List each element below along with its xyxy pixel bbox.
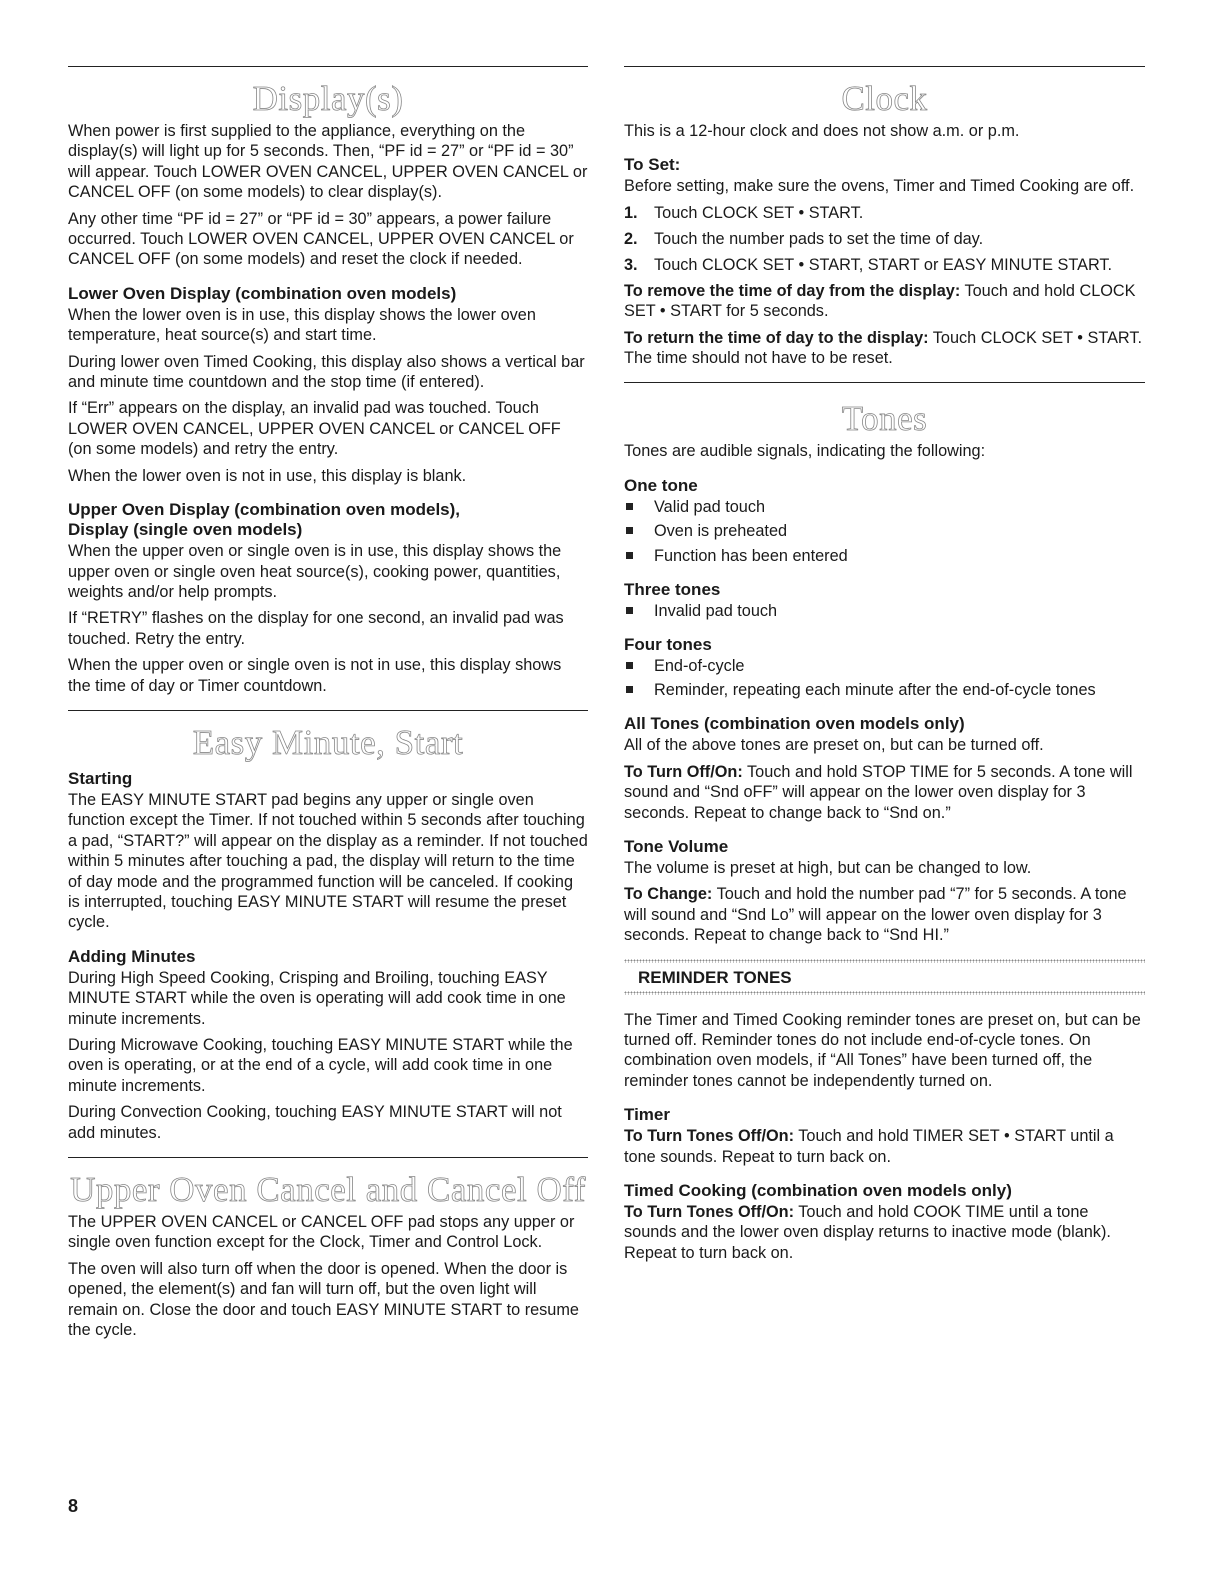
timed-cooking-heading: Timed Cooking (combination oven models only) bbox=[624, 1181, 1012, 1201]
paragraph: The UPPER OVEN CANCEL or CANCEL OFF pad stops any upper or single oven function except for the Clock, Timer and Control Lock. bbox=[68, 1213, 575, 1252]
upper-oven-display-heading: Upper Oven Display (combination oven models), Display (single oven models) bbox=[68, 500, 461, 540]
lower-oven-display-heading: Lower Oven Display (combination oven models) bbox=[68, 283, 457, 303]
list-item: Reminder, repeating each minute after the end-of-cycle tones bbox=[624, 680, 1145, 700]
paragraph: The EASY MINUTE START pad begins any upper or single oven function except the Timer. If not touched within 5 seconds after touching a pad, “START?” will appear on the display as a reminder. If not touched within 5 minutes after touching a pad, the display will return to the time of day mode and the programmed function will be canceled. If cooking is interrupted, touching EASY MINUTE START will resume the preset cycle. bbox=[68, 790, 588, 932]
list-item: Valid pad touch bbox=[624, 497, 1145, 517]
reminder-tones-banner bbox=[624, 959, 1145, 995]
section-rule bbox=[624, 66, 1145, 67]
clock-steps bbox=[624, 203, 1145, 275]
paragraph: Any other time “PF id = 27” or “PF id = 30” appears, a power failure occurred. Touch LOWER OVEN CANCEL, UPPER OVEN CANCEL or CANCEL OFF (on some models) and reset the clock if needed. bbox=[68, 209, 574, 269]
paragraph: When the upper oven or single oven is in use, this display shows the upper oven or single oven heat source(s), cooking power, quantities, weights and/or help prompts. bbox=[68, 542, 562, 601]
list-item: Function has been entered bbox=[624, 546, 1145, 566]
paragraph: If “Err” appears on the display, an invalid pad was touched. Touch LOWER OVEN CANCEL, UPPER OVEN CANCEL or CANCEL OFF (on some models) and retry the entry. bbox=[68, 399, 561, 459]
list-item: End-of-cycle bbox=[624, 656, 1145, 676]
display-section-title: Display(s) bbox=[252, 79, 404, 118]
paragraph: Before setting, make sure the ovens, Timer and Timed Cooking are off. bbox=[624, 177, 1135, 196]
paragraph bbox=[624, 281, 1145, 322]
three-tones-heading: Three tones bbox=[624, 579, 721, 599]
paragraph: The Timer and Timed Cooking reminder tones are preset on, but can be turned off. Reminder tones do not include end-of-cycle tones. On combination oven models, if “All Tones” have been turned off, the reminder tones cannot be independently turned on. bbox=[624, 1010, 1141, 1090]
three-tones-list bbox=[624, 601, 1145, 621]
four-tones-list bbox=[624, 656, 1145, 701]
step-text: Touch the number pads to set the time of day. bbox=[654, 229, 984, 248]
step-number: 2. bbox=[624, 229, 638, 248]
paragraph: During lower oven Timed Cooking, this display also shows a vertical bar and minute time countdown and the stop time (if entered). bbox=[68, 352, 585, 392]
section-rule bbox=[68, 710, 588, 711]
paragraph: During Microwave Cooking, touching EASY MINUTE START while the oven is operating, or at the end of a cycle, will add cook time in one minute increments. bbox=[68, 1036, 573, 1095]
right-column bbox=[624, 66, 1145, 1269]
step-item bbox=[624, 203, 1145, 223]
left-column bbox=[68, 66, 588, 1346]
tones-section-title: Tones bbox=[841, 399, 928, 439]
bold-lead: To Change: bbox=[624, 885, 713, 904]
paragraph bbox=[624, 762, 1145, 823]
paragraph: The oven will also turn off when the door is opened. When the door is opened, the element(s) and fan will turn off, but the oven light will remain on. Close the door and touch EASY MINUTE START to resume the cycle. bbox=[68, 1259, 579, 1340]
text: Touch and hold CLOCK SET • START for 5 seconds. bbox=[624, 281, 1136, 321]
paragraph: This is a 12-hour clock and does not show a.m. or p.m. bbox=[624, 122, 1020, 140]
bold-lead: To Turn Off/On: bbox=[624, 762, 743, 781]
all-tones-heading: All Tones (combination oven models only) bbox=[624, 714, 965, 734]
step-number: 1. bbox=[624, 203, 638, 222]
easy-minute-section-title: Easy Minute, Start bbox=[192, 722, 464, 762]
dotted-rule bbox=[624, 991, 1145, 995]
section-rule bbox=[624, 382, 1145, 383]
paragraph: During Convection Cooking, touching EASY MINUTE START will not add minutes. bbox=[68, 1103, 562, 1142]
section-rule bbox=[68, 1157, 588, 1158]
paragraph bbox=[624, 884, 1145, 945]
bold-lead: To Turn Tones Off/On: bbox=[624, 1203, 795, 1222]
paragraph: Tones are audible signals, indicating the following: bbox=[624, 442, 986, 461]
section-rule bbox=[68, 66, 588, 67]
paragraph: All of the above tones are preset on, but can be turned off. bbox=[624, 736, 1044, 755]
reminder-tones-title: REMINDER TONES bbox=[638, 967, 792, 987]
step-item bbox=[624, 229, 1145, 249]
paragraph: When the lower oven is in use, this display shows the lower oven temperature, heat source(s) and start time. bbox=[68, 305, 536, 345]
text: Touch and hold the number pad “7” for 5 seconds. A tone will sound and “Snd Lo” will appear on the lower oven display for 3 seconds. Repeat to change back to “Snd HI.” bbox=[624, 885, 1127, 945]
paragraph: During High Speed Cooking, Crisping and Broiling, touching EASY MINUTE START while the oven is operating will add cook time in one minute increments. bbox=[68, 968, 566, 1028]
paragraph: If “RETRY” flashes on the display for one second, an invalid pad was touched. Retry the entry. bbox=[68, 609, 564, 648]
paragraph: When the upper oven or single oven is not in use, this display shows the time of day or Timer countdown. bbox=[68, 656, 562, 695]
text: Touch and hold COOK TIME until a tone sounds and the lower oven display returns to inactive mode (blank). Repeat to turn back on. bbox=[624, 1203, 1111, 1262]
tone-volume-heading: Tone Volume bbox=[624, 836, 729, 856]
cancel-section-title: Upper Oven Cancel and Cancel Off bbox=[70, 1170, 586, 1210]
step-number: 3. bbox=[624, 255, 638, 274]
paragraph: When the lower oven is not in use, this display is blank. bbox=[68, 466, 467, 485]
timer-heading: Timer bbox=[624, 1105, 670, 1125]
step-item bbox=[624, 255, 1145, 275]
starting-heading: Starting bbox=[68, 768, 133, 788]
one-tone-heading: One tone bbox=[624, 475, 698, 495]
paragraph bbox=[624, 328, 1145, 369]
text: Touch CLOCK SET • START. The time should not have to be reset. bbox=[624, 328, 1143, 368]
text: Touch and hold TIMER SET • START until a tone sounds. Repeat to turn back on. bbox=[624, 1127, 1114, 1166]
paragraph: When power is first supplied to the appliance, everything on the display(s) will light up for 5 seconds. Then, “PF id = 27” or “PF id = 30” will appear. Touch LOWER OVEN CANCEL, UPPER OVEN CANCEL or CANCEL OFF (on some models) to clear display(s). bbox=[68, 122, 588, 202]
bold-lead: To remove the time of day from the display: bbox=[624, 281, 961, 300]
to-set-heading: To Set: bbox=[624, 155, 681, 175]
bold-lead: To return the time of day to the display: bbox=[624, 328, 929, 347]
list-item: Invalid pad touch bbox=[624, 601, 1145, 621]
paragraph bbox=[624, 1202, 1145, 1263]
adding-minutes-heading: Adding Minutes bbox=[68, 946, 196, 966]
list-item: Oven is preheated bbox=[624, 521, 1145, 541]
step-text: Touch CLOCK SET • START, START or EASY MINUTE START. bbox=[654, 255, 1113, 274]
text: Touch and hold STOP TIME for 5 seconds. A tone will sound and “Snd oFF” will appear on the lower oven display for 3 seconds. Repeat to change back to “Snd on.” bbox=[624, 762, 1133, 822]
bold-lead: To Turn Tones Off/On: bbox=[624, 1127, 795, 1146]
clock-section-title: Clock bbox=[841, 79, 928, 118]
one-tone-list bbox=[624, 497, 1145, 566]
paragraph: The volume is preset at high, but can be changed to low. bbox=[624, 858, 1032, 877]
step-text: Touch CLOCK SET • START. bbox=[654, 203, 864, 222]
page-number: 8 bbox=[68, 1496, 79, 1516]
paragraph bbox=[624, 1126, 1145, 1167]
four-tones-heading: Four tones bbox=[624, 634, 712, 654]
